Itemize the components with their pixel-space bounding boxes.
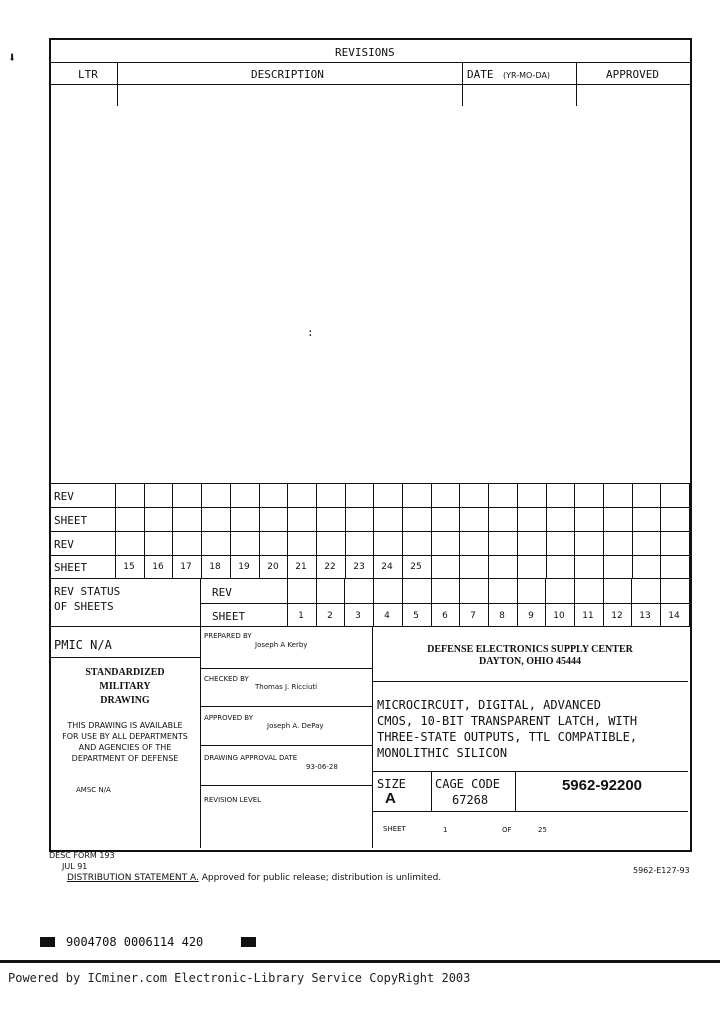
header-approved: APPROVED <box>606 68 659 81</box>
form-line-2: JUL 91 <box>62 862 88 871</box>
bottom-sheet-number: 7 <box>470 611 476 621</box>
title-line-2: CMOS, 10-BIT TRANSPARENT LATCH, WITH <box>377 714 638 728</box>
distribution-text: Approved for public release; distribution is unlimited. <box>201 873 442 883</box>
smd-avail-4: DEPARTMENT OF DEFENSE <box>71 754 179 763</box>
top-sheet-number: 18 <box>209 562 221 572</box>
checked-label: CHECKED BY <box>204 675 249 683</box>
sheet-info-total: 25 <box>538 826 547 834</box>
barcode-text: 9004708 0006114 420 <box>66 935 204 949</box>
smd-avail-3: AND AGENCIES OF THE <box>78 743 172 752</box>
amsc: AMSC N/A <box>76 786 111 794</box>
bottom-sheet-number: 3 <box>355 611 361 621</box>
smd-avail-2: FOR USE BY ALL DEPARTMENTS <box>62 732 188 741</box>
approved-name: Joseph A. DePay <box>267 722 324 730</box>
agency-line2: DAYTON, OHIO 45444 <box>479 656 581 667</box>
margin-mark: ⬇ <box>8 50 17 66</box>
top-sheet-number: 19 <box>238 562 250 572</box>
cage-label: CAGE CODE <box>435 777 501 791</box>
bottom-sheet-number: 14 <box>668 611 680 621</box>
smd-title-2: MILITARY <box>99 681 151 692</box>
of-sheets-label: OF SHEETS <box>54 600 114 613</box>
title-line-1: MICROCIRCUIT, DIGITAL, ADVANCED <box>377 698 601 712</box>
bottom-sheet-number: 9 <box>528 611 534 621</box>
size-value: A <box>385 790 396 807</box>
sheet-info-number: 1 <box>443 826 448 834</box>
approved-label: APPROVED BY <box>204 714 254 722</box>
grid-label-rev-1: REV <box>54 490 74 503</box>
prepared-name: Joseph A Kerby <box>255 641 308 649</box>
size-label: SIZE <box>377 777 406 791</box>
header-description: DESCRIPTION <box>251 68 324 81</box>
grid-label-rev-2: REV <box>54 538 74 551</box>
bottom-sheet-number: 4 <box>384 611 390 621</box>
revision-level-label: REVISION LEVEL <box>204 796 262 804</box>
revisions-title: REVISIONS <box>335 46 395 59</box>
form-line-1: DESC FORM 193 <box>49 851 115 860</box>
bottom-sheet-number: 1 <box>298 611 304 621</box>
prepared-label: PREPARED BY <box>204 632 252 640</box>
agency-line1: DEFENSE ELECTRONICS SUPPLY CENTER <box>427 644 633 655</box>
barcode-block-right <box>241 937 256 947</box>
drawing-number: 5962-92200 <box>561 777 643 794</box>
bottom-sheet-number: 6 <box>442 611 448 621</box>
grid-label-sheet-2: SHEET <box>54 561 88 574</box>
rev-status-label: REV STATUS <box>54 585 121 598</box>
approval-date: 93-06-28 <box>306 763 338 771</box>
top-sheet-number: 22 <box>324 562 336 572</box>
top-sheet-number: 23 <box>353 562 365 572</box>
bottom-sheet-number: 5 <box>413 611 419 621</box>
title-line-4: MONOLITHIC SILICON <box>377 746 508 760</box>
top-sheet-number: 17 <box>180 562 192 572</box>
form-code: 5962-E127-93 <box>633 866 690 875</box>
bottom-sheet-number: 8 <box>499 611 505 621</box>
approval-date-label: DRAWING APPROVAL DATE <box>204 754 298 762</box>
sheet-info-label: SHEET <box>383 825 406 833</box>
bottom-sheet-number: 10 <box>553 611 565 621</box>
top-sheet-number: 20 <box>267 562 279 572</box>
status-sheet-label: SHEET <box>212 610 246 623</box>
top-sheet-number: 24 <box>381 562 393 572</box>
smd-title-3: DRAWING <box>100 695 150 706</box>
center-mark: : <box>307 326 314 339</box>
status-rev-label: REV <box>212 586 232 599</box>
smd-title-1: STANDARDIZED <box>85 667 165 678</box>
smd-avail-1: THIS DRAWING IS AVAILABLE <box>67 721 183 730</box>
header-date: DATE <box>467 68 494 81</box>
bottom-sheet-number: 12 <box>611 611 623 621</box>
footer-rule <box>0 960 720 963</box>
distribution-label: DISTRIBUTION STATEMENT A. <box>67 873 199 883</box>
top-sheet-number: 15 <box>123 562 135 572</box>
top-sheet-number: 16 <box>152 562 164 572</box>
footer-text: Powered by ICminer.com Electronic-Library Service CopyRight 2003 <box>8 971 471 985</box>
bottom-sheet-number: 2 <box>327 611 333 621</box>
checked-name: Thomas J. Ricciuti <box>255 683 318 691</box>
bottom-sheet-number: 11 <box>582 611 594 621</box>
top-sheet-number: 21 <box>295 562 307 572</box>
title-line-3: THREE-STATE OUTPUTS, TTL COMPATIBLE, <box>377 730 638 744</box>
cage-value: 67268 <box>452 793 489 807</box>
barcode-block-left <box>40 937 55 947</box>
pmic: PMIC N/A <box>54 638 112 652</box>
header-date-format: (YR-MO-DA) <box>503 71 551 80</box>
header-ltr: LTR <box>78 68 98 81</box>
sheet-info-of: OF <box>502 826 512 834</box>
grid-label-sheet-1: SHEET <box>54 514 88 527</box>
top-sheet-number: 25 <box>410 562 422 572</box>
bottom-sheet-number: 13 <box>639 611 651 621</box>
